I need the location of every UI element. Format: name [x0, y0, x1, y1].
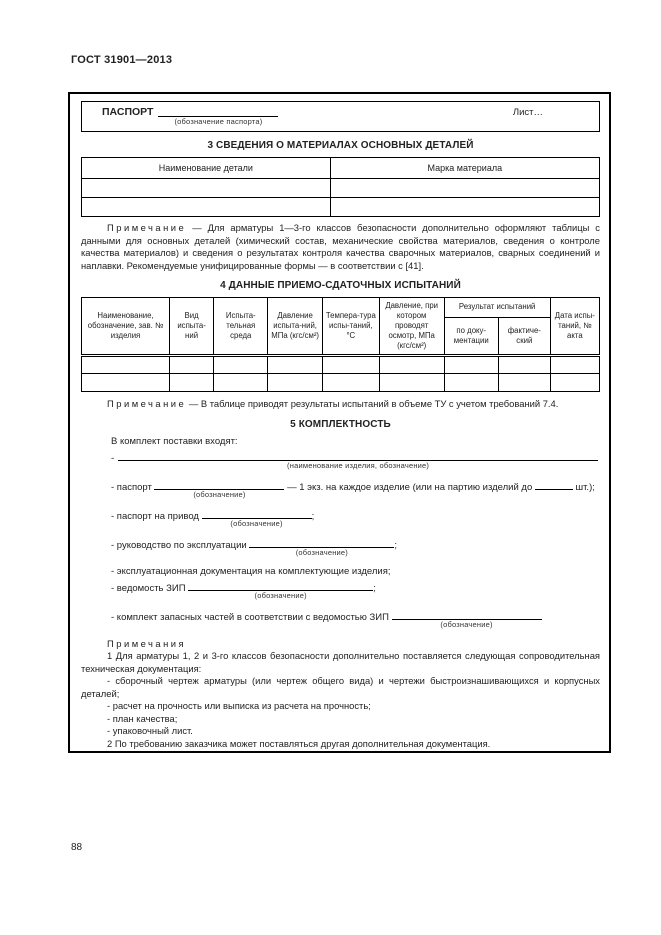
item-drive-passport-line	[111, 508, 600, 528]
page-number: 88	[71, 842, 83, 853]
passport-label: ПАСПОРТ	[102, 106, 154, 118]
section5-notes-block	[81, 638, 600, 751]
empty-cell	[268, 374, 322, 392]
product-name-blank	[118, 450, 598, 470]
note-text: — В таблице приводят результаты испытаний в объеме ТУ с учетом требований 7.4.	[188, 398, 559, 409]
blank-caption: (обозначение)	[295, 547, 349, 557]
section3-title: 3 СВЕДЕНИЯ О МАТЕРИАЛАХ ОСНОВНЫХ ДЕТАЛЕЙ	[207, 140, 474, 151]
note-1-item: - план качества;	[107, 712, 178, 724]
drive-passport-blank	[202, 508, 312, 528]
tests-col-test-type: Вид испыта-ний	[170, 298, 214, 356]
empty-cell	[82, 179, 331, 198]
materials-table	[81, 157, 600, 217]
tests-col-result-by-doc: по доку-ментации	[444, 318, 498, 356]
empty-cell	[268, 356, 322, 374]
item-text: - ведомость ЗИП	[111, 582, 186, 594]
item-text: - комплект запасных частей в соответствии с ведомостью ЗИП	[111, 611, 389, 623]
table-row	[82, 179, 600, 198]
tests-col-date: Дата испы-таний, № акта	[550, 298, 599, 356]
tests-col-result-group: Результат испытаний	[444, 298, 550, 318]
passport-designation-caption: (обозначение паспорта)	[174, 117, 263, 126]
materials-header-row	[82, 158, 600, 179]
empty-cell	[498, 356, 550, 374]
empty-cell	[330, 179, 599, 198]
item-text: ;	[394, 539, 397, 551]
empty-cell	[214, 374, 268, 392]
item-passport-line	[111, 479, 600, 499]
note-1-item: - расчет на прочность или выписка из расчета на прочность;	[107, 700, 371, 711]
empty-cell	[550, 374, 599, 392]
acceptance-tests-table	[81, 297, 600, 392]
zip-list-blank	[188, 580, 373, 600]
table-row	[82, 356, 600, 374]
section3-note	[81, 222, 600, 272]
form-frame	[68, 92, 611, 753]
section4-title: 4 ДАННЫЕ ПРИЕМО-СДАТОЧНЫХ ИСПЫТАНИЙ	[220, 280, 461, 291]
section4-note	[81, 398, 600, 411]
sheet-label: Лист…	[512, 107, 543, 118]
empty-cell	[379, 374, 444, 392]
section5-title: 5 КОМПЛЕКТНОСТЬ	[290, 418, 391, 430]
item-text: - паспорт	[111, 481, 152, 493]
empty-cell	[550, 356, 599, 374]
passport-blank	[154, 479, 284, 499]
tests-col-product: Наименование, обозначение, зав. № изделия	[82, 298, 170, 356]
item-text: шт.);	[575, 481, 595, 493]
table-row	[82, 198, 600, 217]
passport-title-group	[102, 106, 278, 126]
quantity-blank	[535, 479, 573, 490]
tests-col-inspection-pressure: Давление, при котором проводят осмотр, МПа (кгс/см²)	[379, 298, 444, 356]
empty-cell	[322, 356, 379, 374]
dash: -	[111, 452, 115, 464]
manual-blank	[249, 537, 394, 557]
empty-cell	[82, 356, 170, 374]
empty-cell	[379, 356, 444, 374]
empty-cell	[444, 374, 498, 392]
tests-col-temperature: Темпера-тура испы-таний, °С	[322, 298, 379, 356]
empty-cell	[170, 374, 214, 392]
empty-cell	[444, 356, 498, 374]
item-manual-line	[111, 537, 600, 557]
spares-blank	[392, 609, 542, 629]
tests-header-row-1	[82, 298, 600, 318]
passport-header-bar	[81, 101, 600, 132]
empty-cell	[214, 356, 268, 374]
item-op-docs-line: - эксплуатационная документация на комплектующие изделия;	[111, 565, 391, 577]
standard-number: ГОСТ 31901—2013	[71, 54, 173, 66]
passport-designation-blank	[158, 106, 278, 126]
blank-caption: (обозначение)	[230, 518, 283, 528]
note-label: Примечание	[107, 398, 187, 409]
item-product-line	[111, 450, 598, 470]
empty-cell	[170, 356, 214, 374]
tests-col-medium: Испыта-тельная среда	[214, 298, 268, 356]
empty-cell	[498, 374, 550, 392]
blank-caption: (обозначение)	[440, 619, 493, 629]
item-zip-list-line	[111, 580, 600, 600]
item-text: - руководство по эксплуатации	[111, 539, 247, 551]
materials-col-detail: Наименование детали	[82, 158, 331, 179]
note-label: Примечание	[107, 222, 187, 233]
note-1: 1 Для арматуры 1, 2 и 3-го классов безопасности дополнительно поставляется следующая сопроводительная техническая документация:	[81, 650, 600, 674]
item-text: ;	[311, 510, 315, 522]
blank-caption: (наименование изделия, обозначение)	[287, 460, 430, 470]
table-row	[82, 374, 600, 392]
empty-cell	[330, 198, 599, 217]
empty-cell	[82, 374, 170, 392]
empty-cell	[82, 198, 331, 217]
notes-heading	[81, 638, 600, 651]
empty-cell	[322, 374, 379, 392]
item-text: - паспорт на привод	[111, 510, 199, 522]
note-2: 2 По требованию заказчика может поставляться другая дополнительная документация.	[107, 737, 491, 749]
tests-col-test-pressure: Давление испыта-ний, МПа (кгс/см²)	[268, 298, 322, 356]
note-1-item: - упаковочный лист.	[107, 725, 193, 736]
delivery-set-intro: В комплект поставки входят:	[111, 435, 238, 447]
blank-caption: (обозначение)	[254, 590, 307, 600]
notes-label: Примечания	[107, 637, 187, 649]
materials-col-material: Марка материала	[330, 158, 599, 179]
note-1-item: - сборочный чертеж арматуры (или чертеж общего вида) и чертежи быстроизнашивающихся и корпусных деталей;	[81, 675, 600, 699]
item-spares-line	[111, 609, 600, 629]
item-text: ;	[373, 582, 376, 594]
tests-col-result-actual: фактиче-ский	[498, 318, 550, 356]
blank-caption: (обозначение)	[193, 489, 246, 499]
note-text: — Для арматуры 1—3-го классов безопасности дополнительно оформляют таблицы с данными для основных деталей (химический состав, механические свойства материалов, сведения о контроле качества материалов) и сведения о результатах контроля качества сварочных материалов, сварных соединений и наплавки. Рекомендуемые унифицированные формы — в соответствии с [41].	[81, 222, 600, 271]
item-text: — 1 экз. на каждое изделие (или на партию изделий до	[287, 481, 533, 493]
